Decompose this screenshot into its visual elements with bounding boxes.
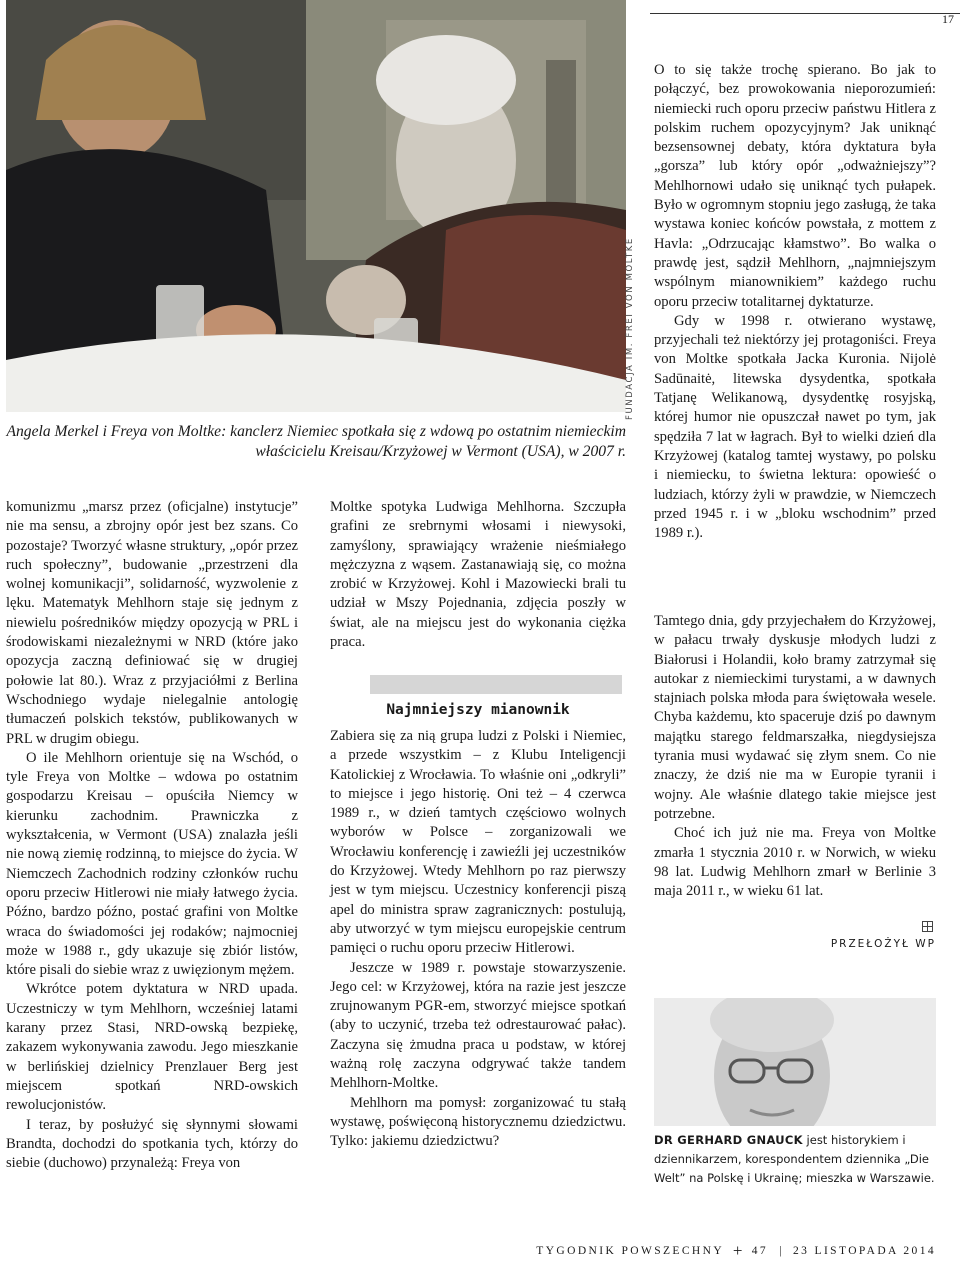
author-bio	[654, 1131, 944, 1188]
translator-credit: PRZEŁOŻYŁ WP	[830, 938, 936, 950]
paragraph: Wkrótce potem dyktatura w NRD upada. Uczestniczy w tym Mehlhorn, wcześniej latami karany przez Stasi, NRD-owską bezpiekę, zakazem wykonywania zawodu. Jego mieszkanie w berlińskiej dzielnicy Prenzlauer Berg jest miejscem spotkań NRD-owskich rewolucjonistów.	[6, 981, 298, 1114]
paragraph: Moltke spotyka Ludwiga Mehlhorna. Szczupła grafini ze srebrnymi włosami i niewysoki, zamyślony, sprawiający wrażenie nieśmiałego mężczyzna z wąsem. Zastanawiają się, co można zrobić w Krzyżowej. Kohl i Mazowiecki brali tu udział w Mszy Pojednania, zdjęcia poszły w świat, ale na miejscu jest do wykonania ciężka praca.	[330, 499, 626, 651]
photo-illustration	[6, 0, 626, 412]
page-header-rule	[650, 12, 960, 26]
plus-separator-icon: +	[732, 1241, 743, 1260]
page-number: 17	[942, 12, 954, 26]
paragraph: Gdy w 1998 r. otwierano wystawę, przyjechali też niektórzy jej protagoniści. Freya von Moltke spotkała Jacka Kuronia. Nijolė Sadūnaitė, litewska dysydentka, spotkała Tatjanę Welikanową, dysydentkę rosyjską, której humor nie opuszczał nawet po tym, jak spędziła 7 lat w łagrach. Był to wielki dzień dla Krzyżowej (katalog tamtej wystawy, po polsku i niemiecku, to świetna lektura: opowieść o ludziach, którzy żyli w prawdzie, w Niemczech przed 1945 r. i w „bloku wschodnim” przed 1989 r.).	[654, 312, 936, 542]
paragraph: O ile Mehlhorn orientuje się na Wschód, o tyle Freya von Moltke – wdowa po ostatnim gospodarzu Kreisau – opuściła Niemcy w kierunku zachodnim. Prawniczka z wykształcenia, w Vermont (USA) znalazła jeśli nie nową ziemię rodzinną, to miejsce do życia. W Niemczech Zachodnich rodziny członków ruchu oporu przeciw Hitlerowi nie miały łatwego życia. Późno, bardzo późno, postać grafini von Moltke wraca do świadomości jej rodaków; najmocniej może w 1988 r., gdy ukazuje się zbiór listów, które pisali do siebie wraz z uwięzionym mężem.	[6, 749, 298, 979]
end-of-article-icon	[922, 921, 933, 932]
paragraph: Choć ich już nie ma. Freya von Moltke zmarła 1 stycznia 2010 r. w Norwich, w wieku 98 lat. Ludwig Mehlhorn zmarł w Berlinie 3 maja 2011 r., w wieku 61 lat.	[654, 825, 936, 900]
paragraph: Mehlhorn ma pomysł: zorganizować tu stałą wystawę, poświęconą historycznemu dziedzictwu. Tylko: jakiemu dziedzictwu?	[330, 1094, 626, 1150]
author-name: DR GERHARD GNAUCK	[654, 1133, 803, 1147]
author-portrait-illustration	[654, 998, 936, 1126]
article-column-3	[654, 61, 936, 543]
photo-caption: Angela Merkel i Freya von Moltke: kanclerz Niemiec spotkała się z wdową po ostatnim niemieckim właścicielu Kreisau/Krzyżowej w Vermont (USA), w 2007 r.	[6, 423, 626, 460]
article-column-2-continued	[330, 727, 626, 1152]
paragraph: Tamtego dnia, gdy przyjechałem do Krzyżowej, w pałacu trwały dyskusje młodych ludzi z Białorusi i Holandii, koło bramy zatrzymał się autokar z niemieckimi turystami, a w dawnych stajniach polska młoda para świętowała wesele. Chyba każdemu, kto spaceruje dziś po dawnym majątku starego feldmarszałka, niegdysiejsza tyrania musi wydawać się złym snem. Co nie znaczy, że dziś nie ma w Europie tyranii i wojny. Ale właśnie dlatego takie miejsce jest potrzebne.	[654, 613, 936, 822]
issue-number: 47	[751, 1245, 769, 1257]
magazine-name: TYGODNIK POWSZECHNY	[536, 1245, 724, 1257]
subheading-bar	[370, 675, 622, 694]
subheading: Najmniejszy mianownik	[386, 702, 570, 718]
article-column-1	[6, 498, 298, 1173]
merkel-moltke-photo	[6, 0, 626, 412]
paragraph: Jeszcze w 1989 r. powstaje stowarzyszenie. Jego cel: w Krzyżowej, która na razie jest jeszcze zrujnowanym PGR-em, stworzyć miejsce spotkań (aby to uczynić, trzeba też odrestaurować pałac). Zaczyna się żmudna praca u podstaw, w której ważną rolę zaczyna odgrywać także tandem Mehlhorn-Moltke.	[330, 959, 626, 1092]
article-column-3-continued	[654, 612, 936, 901]
paragraph: Zabiera się za nią grupa ludzi z Polski i Niemiec, a przede wszystkim – z Klubu Inteligencji Katolickiej z Wrocławia. To właśnie oni „odkryli” to miejsce i jego historię. Oni też – 4 czerwca 1989 r., w dzień tamtych częściowo wolnych wyborów w Polsce – zorganizowali we Wrocławiu konferencję i zawieźli jej uczestników do Krzyżowej. Wtedy Mehlhorn po raz pierwszy jest w tym miejscu. Uczestnicy konferencji piszą apel do ministra spraw zagranicznych: postulują, aby utworzyć w tym miejscu europejskie centrum pamięci o ruchu oporu przeciw Hitlerowi.	[330, 728, 626, 957]
paragraph: I teraz, by posłużyć się słynnymi słowami Brandta, dochodzi do spotkania tych, którzy do siebie (duchowo) przynależą: Freya von	[6, 1116, 298, 1172]
photo-credit-text: FUNDACJA IM. FREI VON MOLTKE	[625, 237, 635, 420]
author-description: jest historykiem i dziennikarzem, korespondentem dziennika „Die Welt” na Polskę i Ukrainę; mieszka w Warszawie.	[654, 1133, 935, 1185]
paragraph: O to się także trochę spierano. Bo jak to połączyć, bez prowokowania nieporozumień: niemiecki ruch oporu przeciw państwu Hitlera z polskim ruchem opozycyjnym? Jak uniknąć bezsensownej debaty, która dyktatura była „gorsza” lub który opór „odważniejszy”? Mehlhornowi udało się uniknąć tych pułapek. Było w ogromnym stopniu jego zasługą, że taka wystawa koniec końców powstała, z mottem z Havla: „Odrzucając kłamstwo”. Bo walka o prawdę jest, sądził Mehlhorn, „najmniejszym wspólnym mianownikiem” każdego ruchu oporu przeciw totalitarnej dyktaturze.	[654, 62, 936, 310]
photo-credit	[620, 237, 644, 420]
author-photo	[654, 998, 936, 1126]
issue-date: 23 LISTOPADA 2014	[792, 1245, 936, 1257]
page-footer	[536, 1241, 936, 1261]
paragraph: komunizmu „marsz przez (oficjalne) instytucje” nie ma sensu, a zbrojny opór jest bez szans. Co pozostaje? Tworzyć własne struktury, „opór przez ruch społeczny”, budowanie „przestrzeni dla wolnej komunikacji”, solidarność, wyzwolenie z lęku. Matematyk Mehlhorn staje się jednym z niewielu pośredników między opozycją w PRL i środowiskami niezależnymi w NRD (które jako opozycja zaczną definiować się w drugiej połowie lat 80.). Wraz z przyjaciółmi z Berlina Wschodniego wydaje nielegalnie antologię tłumaczeń polskich tekstów, publikowanych w PRL w drugim obiegu.	[6, 499, 298, 747]
article-column-2	[330, 498, 626, 652]
separator-icon: |	[779, 1245, 782, 1257]
